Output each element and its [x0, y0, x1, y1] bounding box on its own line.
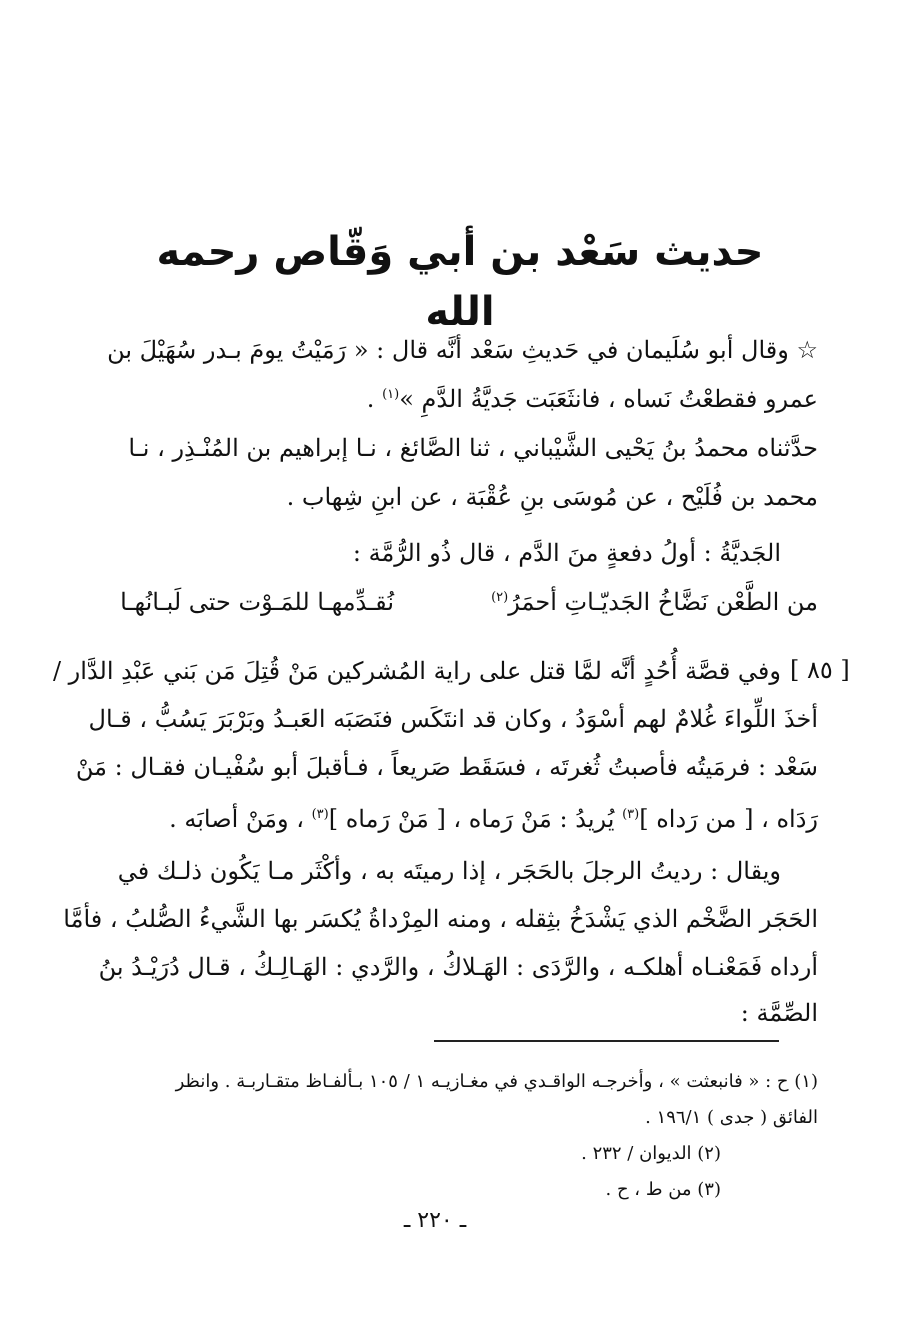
- paragraph2-line2: محمد بن فُلَيْح ، عن مُوسَى بنِ عُقْبَة ، عن ابنِ شِهاب .: [286, 483, 818, 511]
- verse-hemistich-2: [491, 588, 818, 628]
- paragraph4-line4-c: ، ومَنْ أصابَه .: [169, 805, 312, 833]
- paragraph5-line4: الصِّمَّة :: [740, 999, 818, 1027]
- paragraph4-line1: وفي قصَّة أُحُدٍ أنَّه لمَّا قتل على راية المُشركين مَنْ قُتِلَ مَن بَني عَبْدِ الدَّار /: [52, 657, 781, 685]
- verse-hemistich-2-text: من الطَّعْن نَضَّاخُ الجَديّـاتِ أحمَرُ: [508, 588, 818, 616]
- footnote-ref-2: (٢): [491, 590, 509, 605]
- page-number: ـ ٢٢٠ ـ: [403, 1208, 467, 1233]
- paragraph5-line1: ويقال : رديتُ الرجلَ بالحَجَر ، إذا رميتَه به ، وأكْثَر مـا يَكُون ذلـك في: [117, 857, 781, 885]
- paragraph4-line4-b: يُريدُ : مَنْ رَماه ، [ مَنْ رَماه ]: [328, 805, 623, 833]
- paragraph4-line4: [169, 800, 818, 834]
- footnote-1-line2: الفائق ( جدى ) ١٩٦/١ .: [645, 1107, 818, 1128]
- footnote-1-line1: (١) ح : « فانبعثت » ، وأخرجـه الواقـدي في مغـازيـه ١ / ١٠٥ بـألفـاظ متقـاربـة . وانظر: [175, 1071, 818, 1092]
- paragraph4-line3: سَعْد : فرمَيتُه فأصبتُ ثُغرتَه ، فسَقَط صَريعاً ، فـأقبلَ أبو سُفْيـان فقـال : مَنْ: [75, 753, 818, 781]
- verse-hemistich-1: نُقـدِّمهـا للمَـوْت حتى لَبـانُهـا: [120, 588, 394, 616]
- paragraph3-line1: الجَديَّةُ : أولُ دفعةٍ منَ الدَّم ، قال ذُو الرُّمَّة :: [352, 539, 781, 567]
- footnote-ref-3b: (٣): [311, 807, 329, 822]
- footnote-2: (٢) الديوان / ٢٣٢ .: [581, 1143, 721, 1164]
- paragraph4-line2: أخذَ اللِّواءَ غُلامٌ لهم أسْوَدُ ، وكان قد انتَكَس فنَصَبَه العَبـدُ وبَرْبَرَ يَسُبُّ ، قـال: [88, 705, 818, 733]
- paragraph5-line3: أرداه فَمَعْنـاه أهلكـه ، والرَّدَى : الهَـلاكُ ، والرَّدي : الهَـالِـكُ ، قـال دُرَيْـدُ بنُ: [98, 953, 818, 981]
- margin-page-reference: [ ٨٥ ]: [790, 656, 850, 684]
- footnote-separator: [434, 1040, 779, 1042]
- footnote-3: (٣) من ط ، ح .: [605, 1179, 721, 1200]
- chapter-title: حديث سَعْد بن أبي وَقّاص رحمه الله: [156, 229, 764, 335]
- paragraph1-line1: ☆ وقال أبو سُلَيمان في حَديثِ سَعْد أنَّه قال : « رَمَيْتُ يومَ بـدر سُهَيْلَ بن: [107, 336, 818, 364]
- footnote-ref-1: (١): [382, 387, 400, 402]
- paragraph1-line2-end: .: [366, 385, 383, 413]
- footnote-ref-3a: (٣): [622, 807, 640, 822]
- paragraph1-line2: [367, 380, 818, 414]
- paragraph4-line4-a: رَدَاه ، [ من رَداه ]: [639, 805, 818, 833]
- paragraph1-line2-text: عمرو فقطعْتُ نَساه ، فانثَعَبَت جَديَّةُ الدَّمِ »: [399, 385, 818, 413]
- paragraph5-line2: الحَجَر الضَّخْم الذي يَشْدَخُ بثِقله ، ومنه المِرْداةُ يُكسَر بها الشَّيءُ الصُّلبُ ، فأمَّا: [63, 905, 818, 933]
- paragraph2-line1: حدَّثناه محمدُ بنُ يَحْيى الشَّيْباني ، ثنا الصَّائغ ، نـا إبراهيم بن المُنْـذِر ، نـا: [128, 434, 818, 462]
